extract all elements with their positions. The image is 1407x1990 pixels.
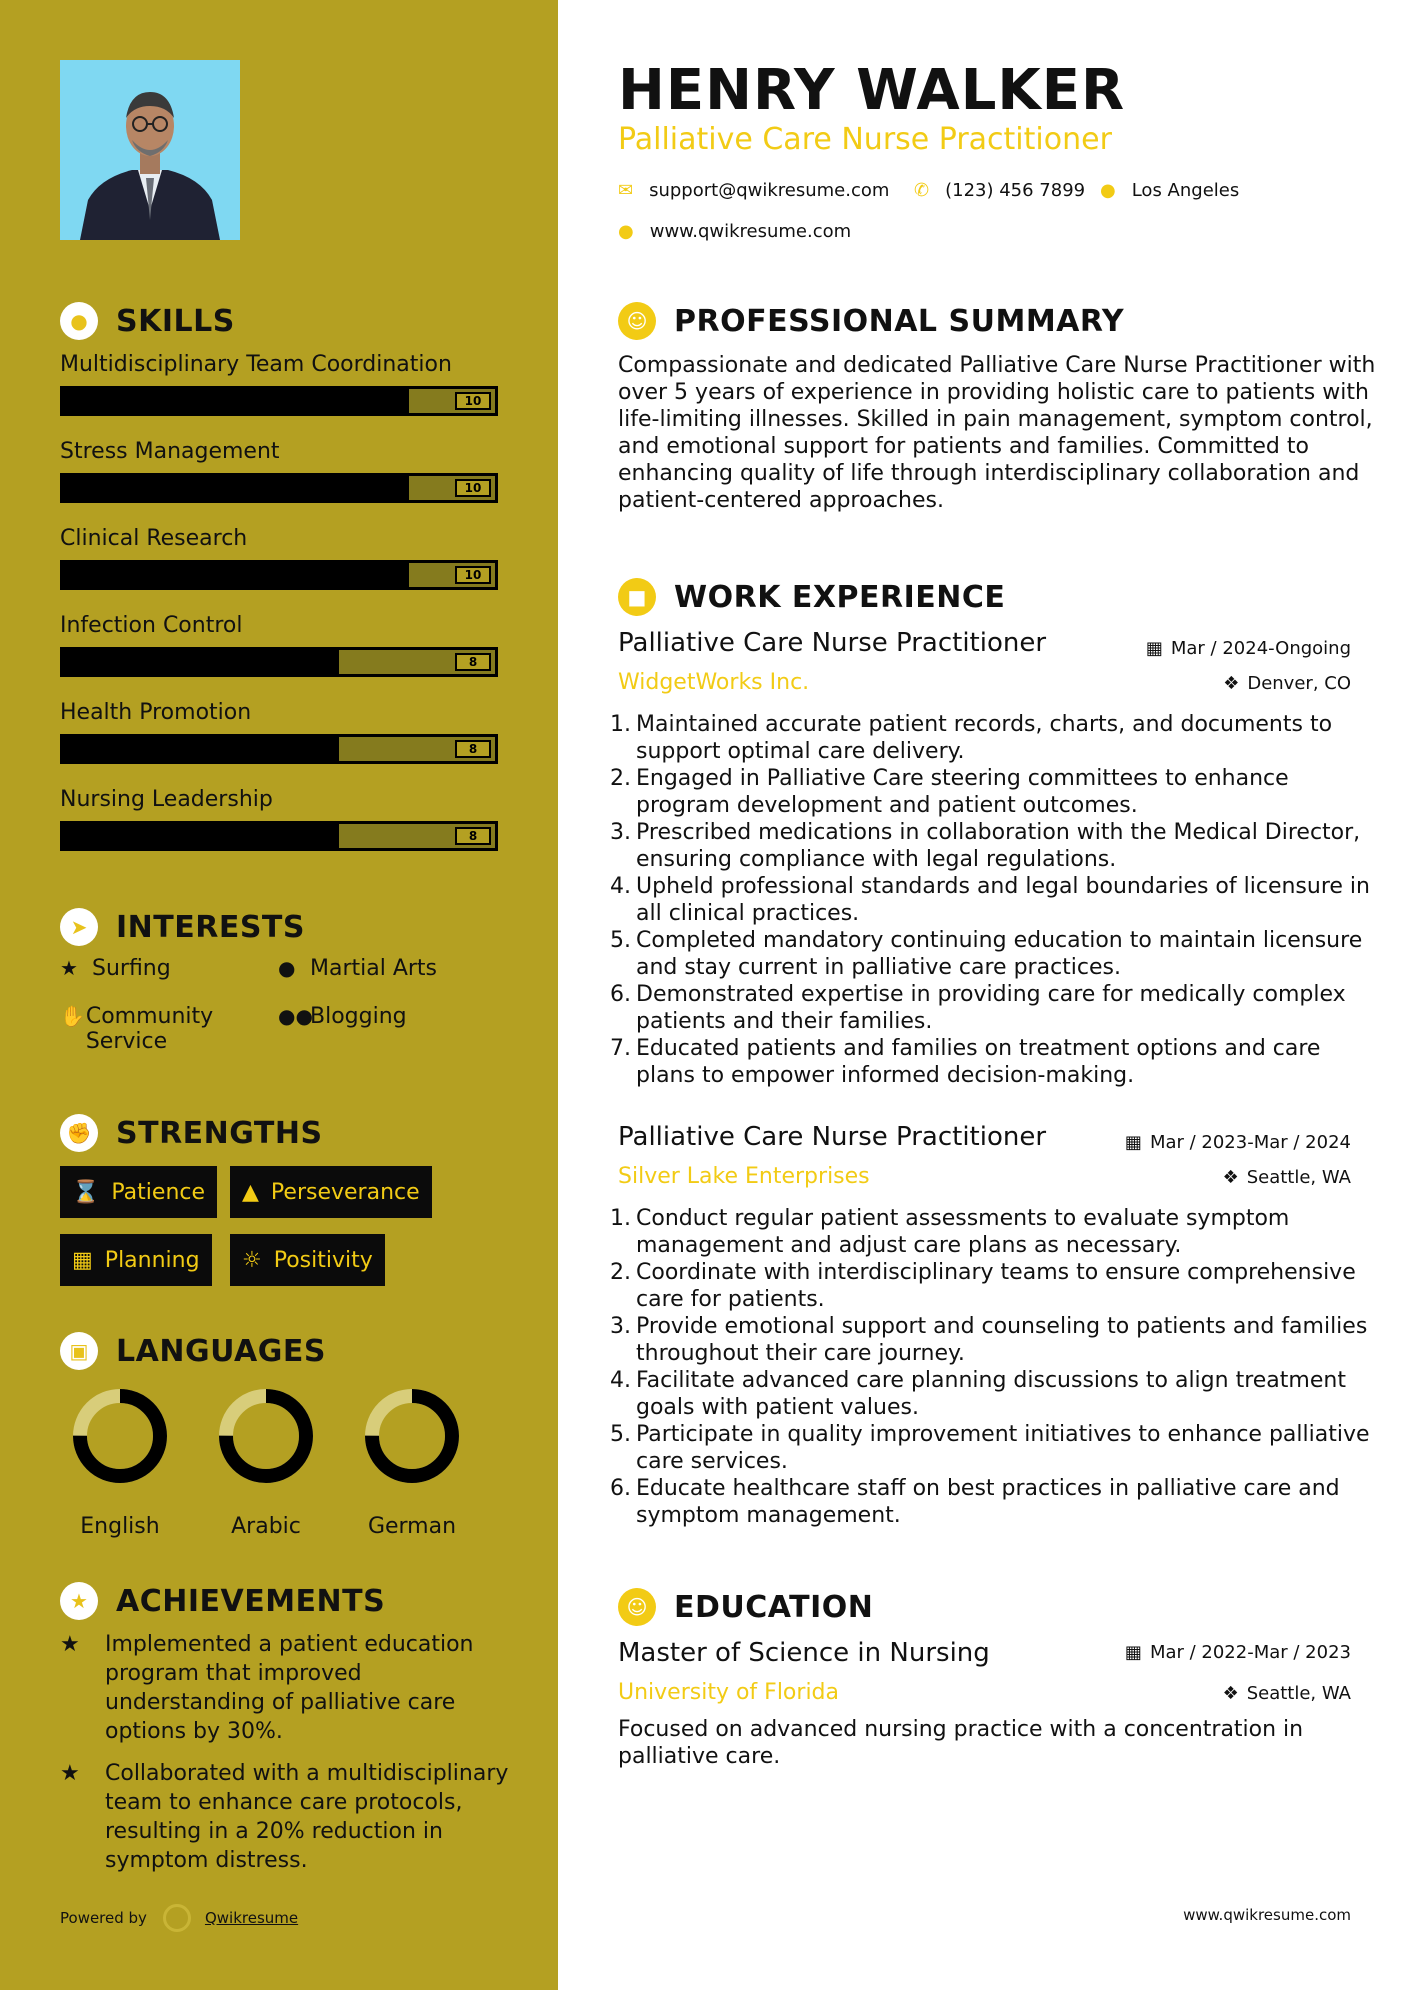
- bullet-text: Educate healthcare staff on best practices in palliative care and symptom management.: [636, 1476, 1340, 1528]
- skill-bar-fill: [63, 389, 409, 413]
- skill-name: Multidisciplinary Team Coordination: [60, 352, 452, 377]
- list-item: 3. Provide emotional support and counseling to patients and families throughout their care journey.: [610, 1313, 1370, 1367]
- languages-title: LANGUAGES: [116, 1333, 326, 1369]
- globe-icon: ●: [278, 956, 296, 980]
- calendar-icon: ▦: [1124, 1642, 1142, 1663]
- job-company: WidgetWorks Inc.: [618, 670, 810, 695]
- skills-title: SKILLS: [116, 303, 235, 339]
- job-date: [1125, 1132, 1351, 1153]
- list-item: 5. Completed mandatory continuing education to maintain licensure and stay current in palliative care practices.: [610, 927, 1370, 981]
- skill-name: Clinical Research: [60, 526, 248, 551]
- hand-icon: ✋: [60, 1004, 85, 1028]
- contact-phone: [914, 180, 1085, 201]
- powered-by-label: Powered by: [60, 1909, 147, 1927]
- candidate-name: HENRY WALKER: [618, 58, 1126, 123]
- job-location-text: Denver, CO: [1247, 673, 1351, 694]
- star-badge-icon: ★: [60, 1582, 98, 1620]
- experience-title: WORK EXPERIENCE: [674, 579, 1006, 615]
- strength-label: Patience: [111, 1179, 206, 1205]
- language-item: [60, 1386, 180, 1539]
- phone-icon: ✆: [914, 180, 930, 201]
- bullet-text: Maintained accurate patient records, charts, and documents to support optimal care delivery.: [636, 712, 1333, 764]
- education-location: [1223, 1683, 1351, 1704]
- shooting-star-icon: ★: [60, 1761, 80, 1786]
- strength-badge: [230, 1166, 432, 1218]
- skill-bar-fill: [63, 824, 339, 848]
- list-item: 1. Maintained accurate patient records, charts, and documents to support optimal care delivery.: [610, 711, 1370, 765]
- envelope-icon: ✉: [618, 180, 634, 201]
- interests-heading: [60, 908, 305, 946]
- list-item: 4. Upheld professional standards and legal boundaries of licensure in all clinical practices.: [610, 874, 1370, 926]
- language-label: English: [80, 1514, 160, 1539]
- qwikresume-logo-icon: [163, 1904, 191, 1932]
- language-label: Arabic: [231, 1514, 301, 1539]
- pin-icon: ❖: [1222, 1167, 1239, 1188]
- summary-heading: [618, 302, 1124, 340]
- graduate-icon: ☺: [618, 1588, 656, 1626]
- strength-badge: [230, 1234, 385, 1286]
- skill-item: [60, 439, 498, 503]
- globe-icon: ●: [618, 221, 634, 242]
- education-title: EDUCATION: [674, 1589, 874, 1625]
- map-pin-icon: ●: [1100, 180, 1116, 201]
- language-ring: [216, 1386, 316, 1486]
- list-item: 1. Conduct regular patient assessments to evaluate symptom management and adjust care plans as necessary.: [610, 1205, 1370, 1259]
- language-ring: [362, 1386, 462, 1486]
- candidate-role: Palliative Care Nurse Practitioner: [618, 122, 1112, 157]
- bullet-text: Completed mandatory continuing education to maintain licensure and stay current in palliative care practices.: [636, 928, 1363, 980]
- skill-level: 8: [455, 740, 491, 758]
- bullet-text: Prescribed medications in collaboration with the Medical Director, ensuring compliance with legal regulations.: [636, 820, 1361, 872]
- skill-level: 10: [455, 479, 491, 497]
- skill-bar: [60, 647, 498, 677]
- profile-photo: [60, 60, 240, 240]
- lightbulb-icon: ●: [60, 302, 98, 340]
- skill-name: Infection Control: [60, 613, 243, 638]
- shooting-star-icon: ★: [60, 1632, 80, 1657]
- job-location-text: Seattle, WA: [1246, 1167, 1351, 1188]
- interest-label: Blogging: [310, 1004, 407, 1029]
- skill-bar: [60, 560, 498, 590]
- footer-url[interactable]: www.qwikresume.com: [1183, 1906, 1351, 1924]
- education-date: [1125, 1642, 1351, 1663]
- bullet-text: Demonstrated expertise in providing care for medically complex patients and their families.: [636, 982, 1346, 1034]
- calendar-icon: ▦: [1124, 1132, 1142, 1153]
- contact-location: [1100, 180, 1239, 201]
- skill-level: 10: [455, 566, 491, 584]
- degree-title: Master of Science in Nursing: [618, 1638, 990, 1668]
- location-text: Los Angeles: [1131, 180, 1240, 201]
- calendar-icon: ▦: [1145, 638, 1163, 659]
- powered-by: [60, 1904, 298, 1932]
- language-icon: ▣: [60, 1332, 98, 1370]
- bullet-text: Participate in quality improvement initiatives to enhance palliative care services.: [636, 1422, 1370, 1474]
- skill-bar-fill: [63, 476, 409, 500]
- strengths-title: STRENGTHS: [116, 1115, 323, 1151]
- pin-icon: ❖: [1223, 673, 1240, 694]
- phone-text: (123) 456 7899: [945, 180, 1086, 201]
- website-text: www.qwikresume.com: [649, 221, 852, 242]
- skill-bar: [60, 821, 498, 851]
- job-bullets: [610, 711, 1370, 1089]
- hourglass-icon: ⌛: [72, 1179, 100, 1205]
- sidebar: [0, 0, 558, 1990]
- job-bullets: [610, 1205, 1370, 1529]
- skills-heading: [60, 302, 235, 340]
- education-text: Focused on advanced nursing practice with a concentration in palliative care.: [618, 1717, 1304, 1769]
- fist-icon: ✊: [60, 1114, 98, 1152]
- calendar-icon: ▦: [72, 1247, 93, 1273]
- education-heading: [618, 1588, 873, 1626]
- achievements-title: ACHIEVEMENTS: [116, 1583, 386, 1619]
- list-item: 2. Engaged in Palliative Care steering committees to enhance program development and patient outcomes.: [610, 765, 1370, 819]
- list-item: 6. Educate healthcare staff on best practices in palliative care and symptom management.: [610, 1475, 1370, 1529]
- skill-name: Stress Management: [60, 439, 280, 464]
- strengths-heading: [60, 1114, 323, 1152]
- list-item: 5. Participate in quality improvement initiatives to enhance palliative care services.: [610, 1422, 1370, 1474]
- bullet-text: Facilitate advanced care planning discussions to align treatment goals with patient values.: [636, 1368, 1346, 1420]
- email-text: support@qwikresume.com: [649, 180, 890, 201]
- skill-bar-fill: [63, 650, 339, 674]
- interest-item: [278, 1004, 407, 1029]
- list-item: 3. Prescribed medications in collaboration with the Medical Director, ensuring compliance with legal regulations.: [610, 819, 1370, 873]
- bullet-text: Upheld professional standards and legal boundaries of licensure in all clinical practices.: [636, 874, 1370, 926]
- job-title: Palliative Care Nurse Practitioner: [618, 628, 1047, 658]
- star-icon: ★: [60, 956, 78, 980]
- strength-badge: [60, 1234, 212, 1286]
- list-item: 2. Coordinate with interdisciplinary teams to ensure comprehensive care for patients.: [610, 1259, 1370, 1313]
- summary-title: PROFESSIONAL SUMMARY: [674, 303, 1125, 339]
- achievement-item: [60, 1630, 520, 1746]
- qwikresume-link[interactable]: Qwikresume: [204, 1909, 299, 1927]
- contact-website[interactable]: [618, 221, 851, 242]
- skill-bar: [60, 386, 498, 416]
- pin-icon: ❖: [1222, 1683, 1239, 1704]
- bullet-text: Conduct regular patient assessments to evaluate symptom management and adjust care plans as necessary.: [636, 1206, 1290, 1258]
- list-item: 4. Facilitate advanced care planning discussions to align treatment goals with patient values.: [610, 1367, 1370, 1421]
- achievement-text: Collaborated with a multidisciplinary team to enhance care protocols, resulting in a 20% reduction in symptom distress.: [105, 1761, 509, 1873]
- language-label: German: [367, 1514, 457, 1539]
- main-content: [558, 0, 1407, 1990]
- skill-level: 10: [455, 392, 491, 410]
- skill-item: [60, 613, 498, 677]
- list-item: 7. Educated patients and families on treatment options and care plans to empower informed decision-making.: [610, 1035, 1370, 1089]
- language-item: [206, 1386, 326, 1539]
- briefcase-icon: ■: [618, 578, 656, 616]
- bullet-text: Engaged in Palliative Care steering committees to enhance program development and patient outcomes.: [636, 766, 1289, 818]
- contact-email[interactable]: [618, 180, 889, 201]
- interests-title: INTERESTS: [116, 909, 305, 945]
- skill-item: [60, 352, 498, 416]
- interest-label: Martial Arts: [310, 956, 438, 981]
- skill-name: Health Promotion: [60, 700, 252, 725]
- bullet-text: Educated patients and families on treatment options and care plans to empower informed decision-making.: [636, 1036, 1321, 1088]
- job-date-text: Mar / 2023-Mar / 2024: [1149, 1132, 1351, 1153]
- language-ring: [70, 1386, 170, 1486]
- education-date-text: Mar / 2022-Mar / 2023: [1149, 1642, 1351, 1663]
- interest-label: Community Service: [85, 1004, 214, 1054]
- strength-label: Planning: [104, 1247, 200, 1273]
- job-date: [1146, 638, 1351, 659]
- skill-bar-fill: [63, 563, 409, 587]
- skill-bar-fill: [63, 737, 339, 761]
- interest-label: Surfing: [92, 956, 171, 981]
- sun-icon: ☼: [242, 1247, 262, 1273]
- skill-bar: [60, 734, 498, 764]
- bullet-text: Coordinate with interdisciplinary teams to ensure comprehensive care for patients.: [636, 1260, 1356, 1312]
- job-title: Palliative Care Nurse Practitioner: [618, 1122, 1047, 1152]
- skill-level: 8: [455, 653, 491, 671]
- summary-text: Compassionate and dedicated Palliative Care Nurse Practitioner with over 5 years of experience in providing holistic care to patients with life-limiting illnesses. Skilled in pain management, symptom control, and emotional support for patients and families. Committed to enhancing quality of life through interdisciplinary collaboration and patient-centered approaches.: [618, 353, 1376, 513]
- interest-item: [278, 956, 437, 981]
- job-location: [1223, 1167, 1351, 1188]
- skill-item: [60, 700, 498, 764]
- job-date-text: Mar / 2024-Ongoing: [1170, 638, 1351, 659]
- paper-plane-icon: ➤: [60, 908, 98, 946]
- job-location: [1223, 673, 1351, 694]
- skill-bar: [60, 473, 498, 503]
- language-item: [352, 1386, 472, 1539]
- achievement-text: Implemented a patient education program that improved understanding of palliative care options by 30%.: [105, 1632, 474, 1744]
- users-icon: ●●: [278, 1004, 313, 1028]
- achievements-heading: [60, 1582, 385, 1620]
- languages-heading: [60, 1332, 326, 1370]
- skill-item: [60, 526, 498, 590]
- interest-item: [60, 956, 171, 981]
- experience-heading: [618, 578, 1005, 616]
- skill-item: [60, 787, 498, 851]
- skill-name: Nursing Leadership: [60, 787, 273, 812]
- list-item: 6. Demonstrated expertise in providing care for medically complex patients and their families.: [610, 981, 1370, 1035]
- strength-label: Perseverance: [270, 1179, 420, 1205]
- achievement-item: [60, 1759, 520, 1875]
- bullet-text: Provide emotional support and counseling to patients and families throughout their care journey.: [636, 1314, 1368, 1366]
- job-company: Silver Lake Enterprises: [618, 1164, 870, 1189]
- education-location-text: Seattle, WA: [1246, 1683, 1351, 1704]
- road-icon: ▲: [242, 1179, 259, 1205]
- school-name: University of Florida: [618, 1680, 839, 1705]
- strength-label: Positivity: [273, 1247, 373, 1273]
- strength-badge: [60, 1166, 217, 1218]
- skill-level: 8: [455, 827, 491, 845]
- interest-item: [60, 1004, 260, 1054]
- user-icon: ☺: [618, 302, 656, 340]
